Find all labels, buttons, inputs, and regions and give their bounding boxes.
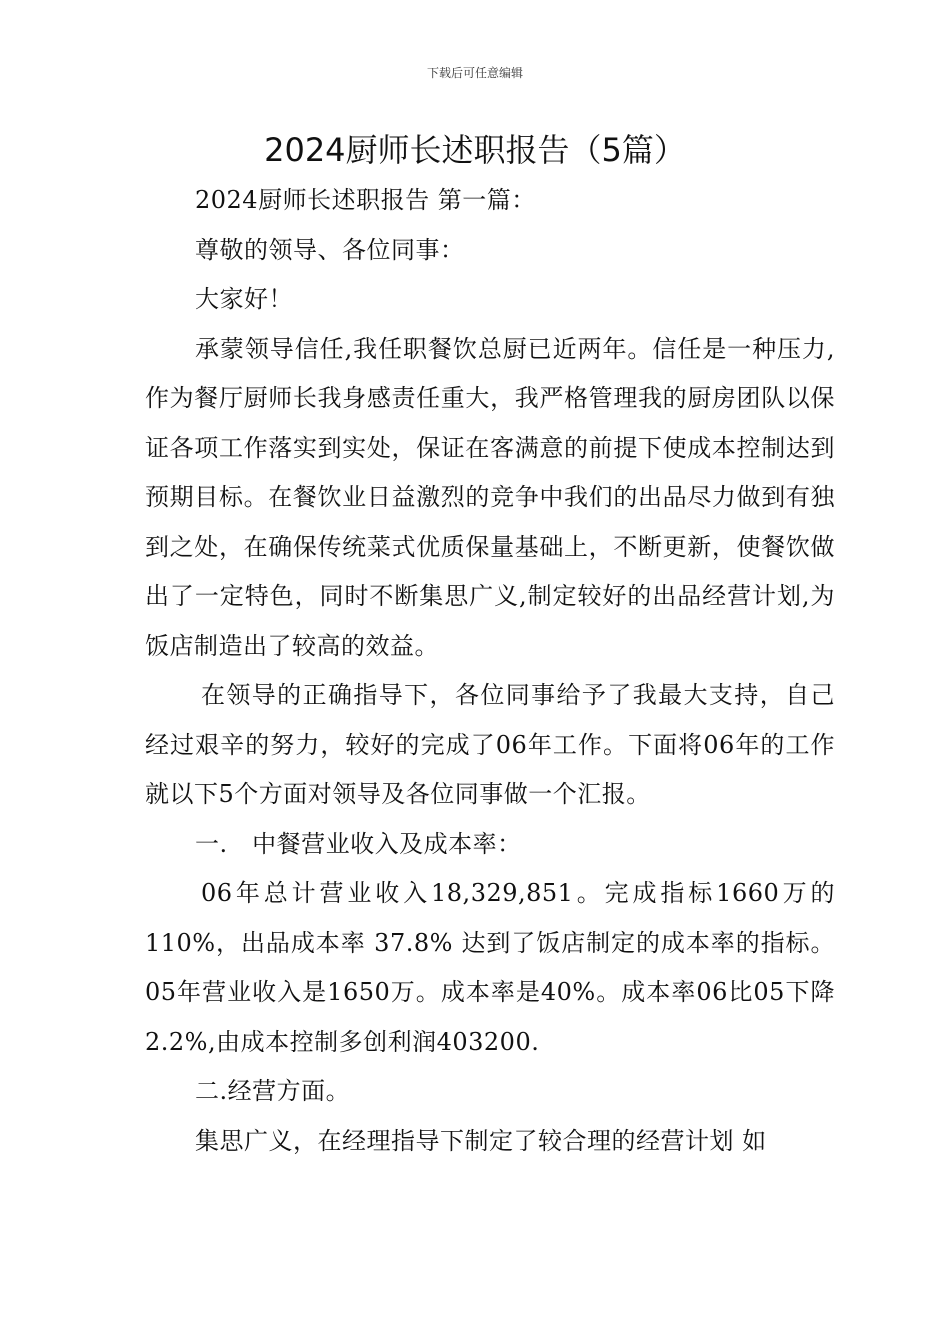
document-title: 2024厨师长述职报告（5篇） [264,131,686,169]
section-heading-revenue: 一. 中餐营业收入及成本率： [195,829,522,858]
section-heading-operations: 二.经营方面。 [195,1077,351,1105]
salutation: 尊敬的领导、各位同事： [195,235,465,264]
paragraph-summary: 在领导的正确指导下，各位同事给予了我最大支持，自己经过艰辛的努力，较好的完成了06年工作。下面将06年的工作就以下5个方面对领导及各位同事做一个汇报。 [145,681,835,808]
header-note: 下载后可任意编辑 [426,66,523,80]
paragraph-intro: 承蒙领导信任,我任职餐饮总厨已近两年。信任是一种压力,作为餐厅厨师长我身感责任重大，我严格管理我的厨房团队以保证各项工作落实到实处，保证在客满意的前提下使成本控制达到预期目标。在餐饮业日益激烈的竞争中我们的出品尽力做到有独到之处，在确保传统菜式优质保量基础上，不断更新，使餐饮做出了一定特色，同时不断集思广义,制定较好的出品经营计划,为饭店制造出了较高的效益。 [145,334,835,660]
document-body [145,176,835,1166]
section-heading-first: 2024厨师长述职报告 第一篇： [195,186,536,214]
greeting: 大家好！ [195,285,293,313]
paragraph-operations: 集思广义，在经理指导下制定了较合理的经营计划 如 [195,1126,767,1155]
paragraph-revenue: 06年总计营业收入18,329,851。完成指标1660万的110%，出品成本率 37.8% 达到了饭店制定的成本率的指标。05年营业收入是1650万。成本率是40%。成本率06比05下降2.2%,由成本控制多创利润403200. [145,879,835,1056]
